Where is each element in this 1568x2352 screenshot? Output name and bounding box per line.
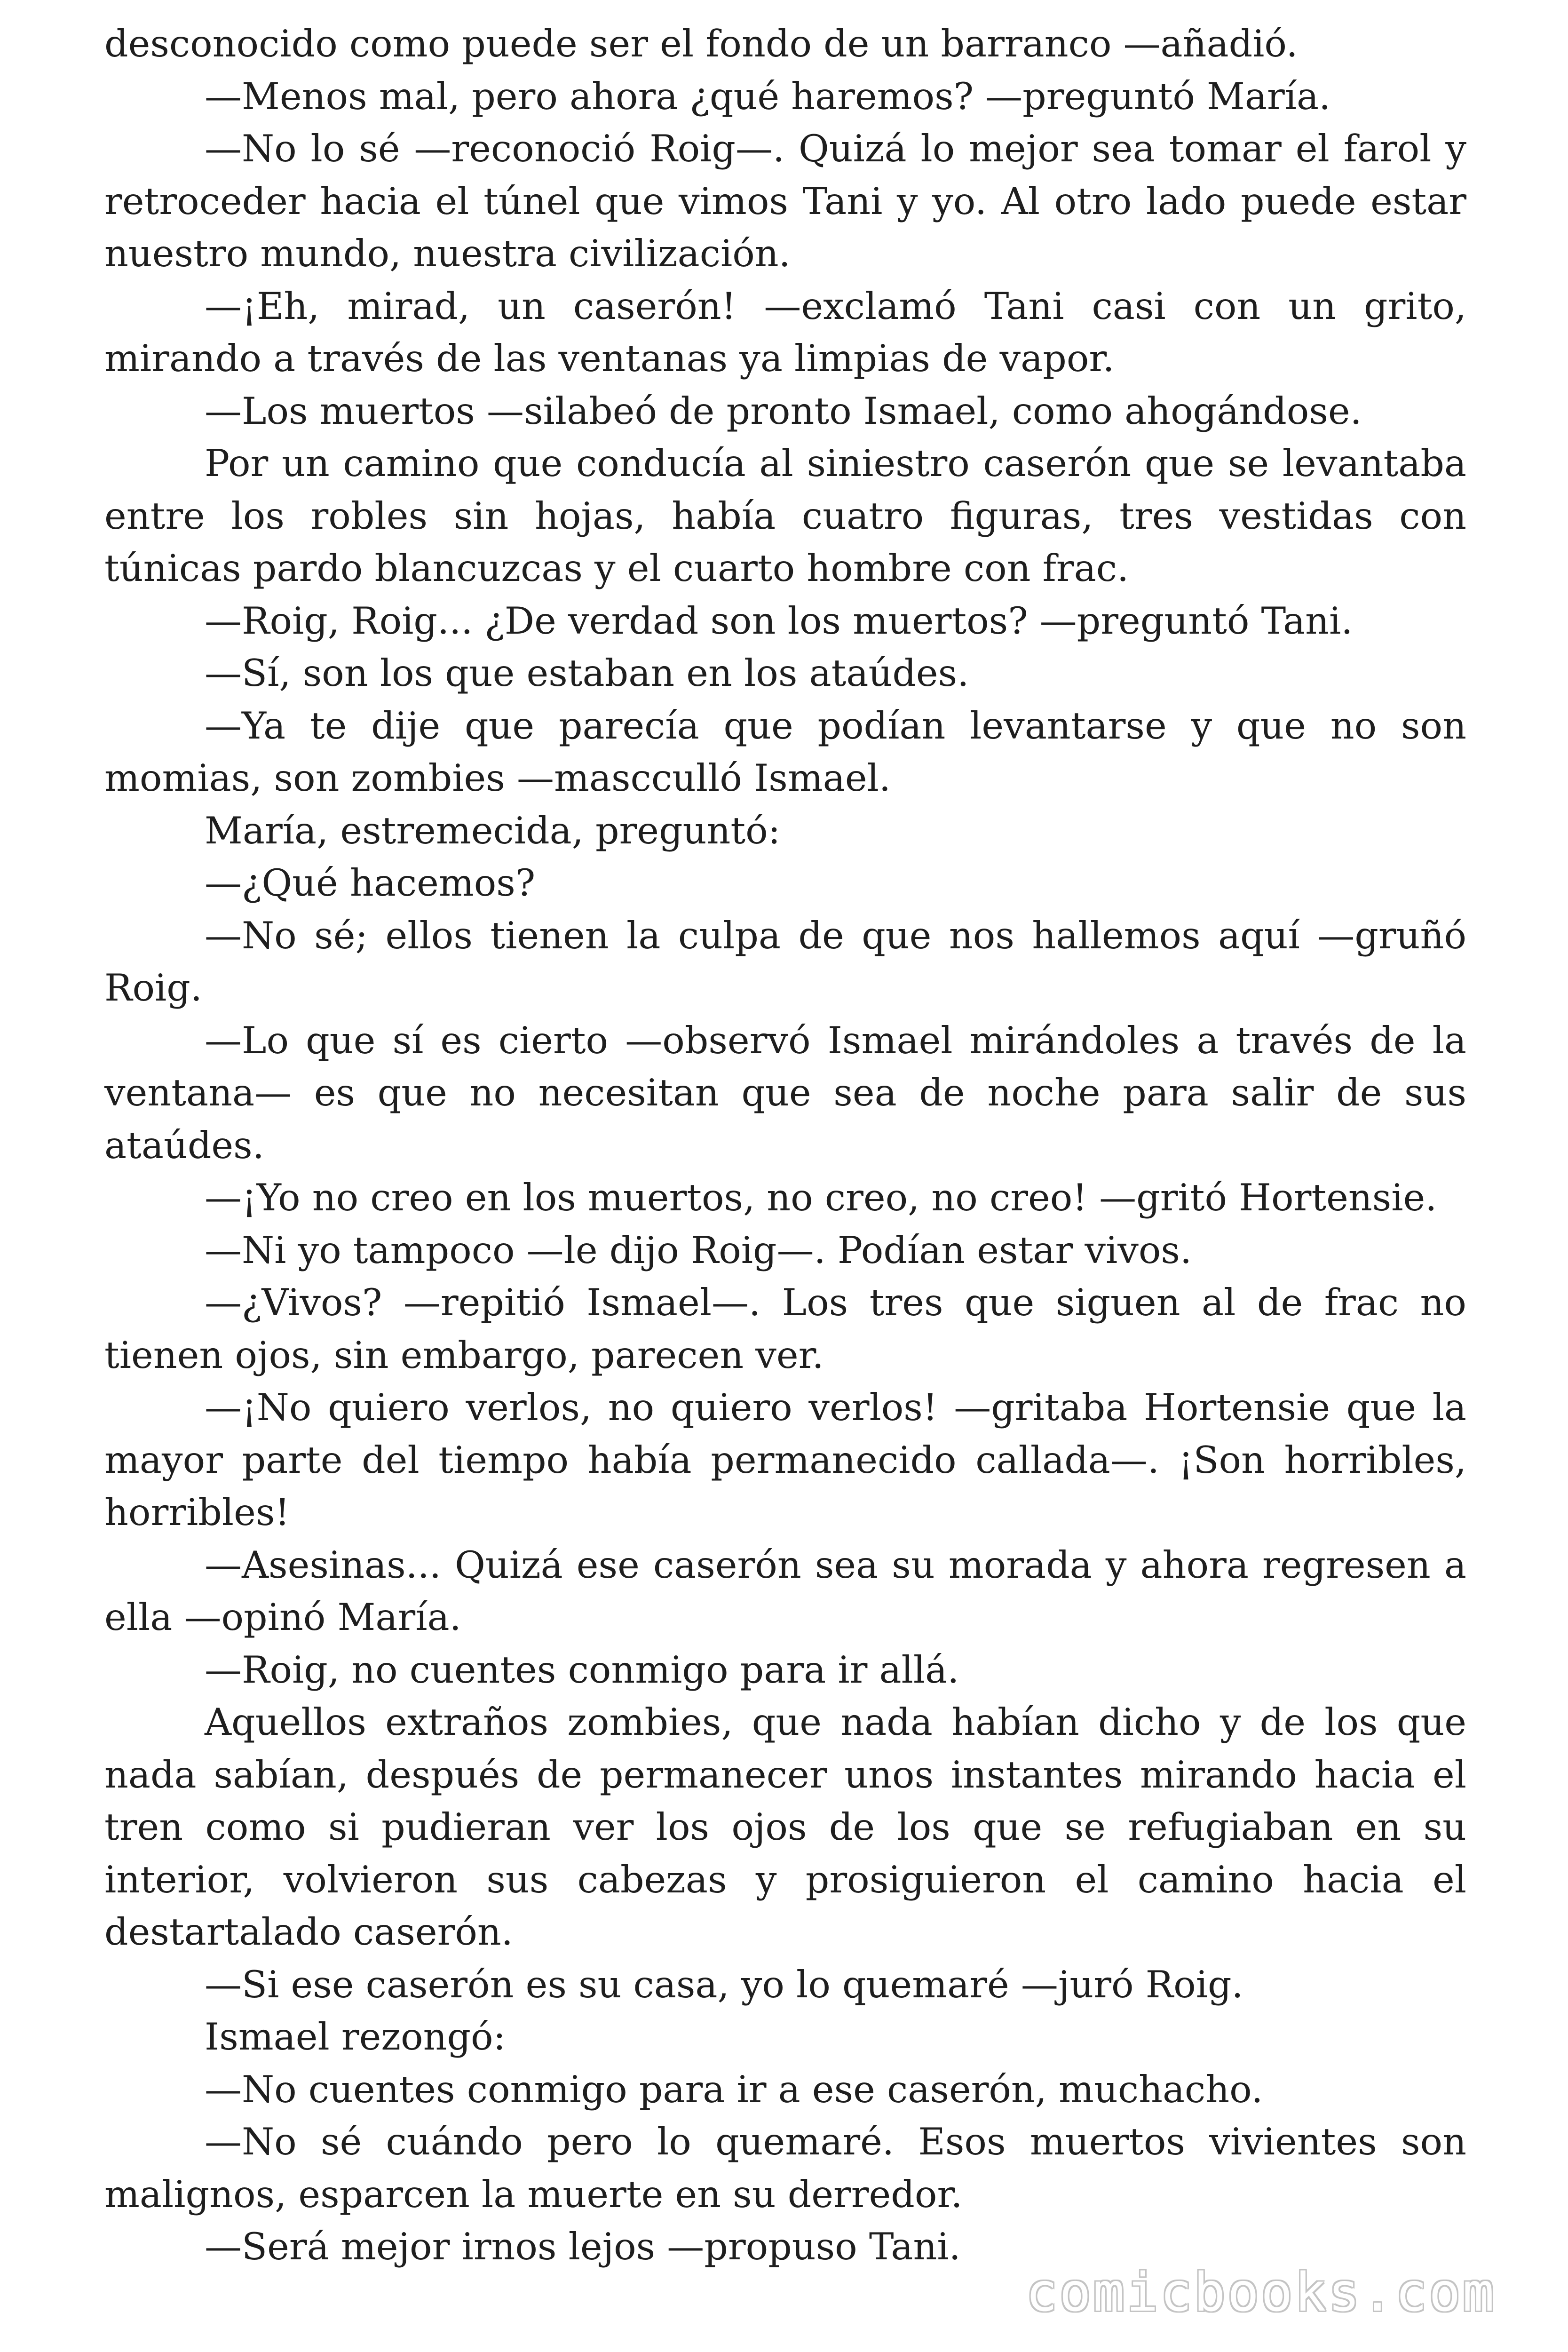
paragraph: desconocido como puede ser el fondo de un barranco —añadió.	[104, 22, 1298, 65]
paragraph: —Los muertos —silabeó de pronto Ismael, como ahogándose.	[205, 389, 1362, 433]
paragraph: —No sé; ellos tienen la culpa de que nos hallemos aquí —gruñó Roig.	[104, 914, 1466, 1009]
paragraph: —Menos mal, pero ahora ¿qué haremos? —preguntó María.	[205, 74, 1331, 118]
paragraph: —¿Qué hacemos?	[205, 861, 536, 905]
paragraph: María, estremecida, preguntó:	[205, 809, 781, 852]
paragraph: Aquellos extraños zombies, que nada habían dicho y de los que nada sabían, después de permanecer unos instantes mirando hacia el tren como si pudieran ver los ojos de los que se refugiaban en su interior, volvieron sus cabezas y prosiguieron el camino hacia el destartalado caserón.	[104, 1700, 1466, 1954]
paragraph: —No sé cuándo pero lo quemaré. Esos muertos vivientes son malignos, esparcen la muerte en su derredor.	[104, 2120, 1466, 2216]
paragraph: —¡No quiero verlos, no quiero verlos! —gritaba Hortensie que la mayor parte del tiempo había permanecido callada—. ¡Son horribles, horribles!	[104, 1386, 1466, 1534]
paragraph: —Será mejor irnos lejos —propuso Tani.	[205, 2225, 961, 2268]
paragraph: —¿Vivos? —repitió Ismael—. Los tres que siguen al de frac no tienen ojos, sin embargo, parecen ver.	[104, 1281, 1466, 1377]
paragraph: —Roig, no cuentes conmigo para ir allá.	[205, 1648, 959, 1692]
paragraph: —Sí, son los que estaban en los ataúdes.	[205, 652, 969, 695]
paragraph: —¡Eh, mirad, un caserón! —exclamó Tani casi con un grito, mirando a través de las ventanas ya limpias de vapor.	[104, 284, 1466, 380]
page-text	[104, 18, 1466, 2273]
paragraph: —No cuentes conmigo para ir a ese caserón, muchacho.	[205, 2067, 1263, 2111]
paragraph: —Ni yo tampoco —le dijo Roig—. Podían estar vivos.	[205, 1228, 1192, 1272]
paragraph: —¡Yo no creo en los muertos, no creo, no creo! —gritó Hortensie.	[205, 1176, 1437, 1219]
paragraph: —Asesinas... Quizá ese caserón sea su morada y ahora regresen a ella —opinó María.	[104, 1543, 1466, 1639]
watermark: comicbooks.com	[1025, 2262, 1496, 2323]
paragraph: —Si ese caserón es su casa, yo lo quemaré —juró Roig.	[205, 1963, 1243, 2006]
paragraph: —Roig, Roig... ¿De verdad son los muertos? —preguntó Tani.	[205, 599, 1353, 643]
paragraph: —Lo que sí es cierto —observó Ismael mirándoles a través de la ventana— es que no necesitan que sea de noche para salir de sus ataúdes.	[104, 1018, 1466, 1167]
paragraph: Por un camino que conducía al siniestro caserón que se levantaba entre los robles sin hojas, había cuatro figuras, tres vestidas con túnicas pardo blancuzcas y el cuarto hombre con frac.	[104, 442, 1466, 590]
paragraph: —No lo sé —reconoció Roig—. Quizá lo mejor sea tomar el farol y retroceder hacia el túnel que vimos Tani y yo. Al otro lado puede estar nuestro mundo, nuestra civilización.	[104, 127, 1466, 275]
paragraph: —Ya te dije que parecía que podían levantarse y que no son momias, son zombies —mascculló Ismael.	[104, 704, 1466, 800]
paragraph: Ismael rezongó:	[205, 2015, 506, 2058]
